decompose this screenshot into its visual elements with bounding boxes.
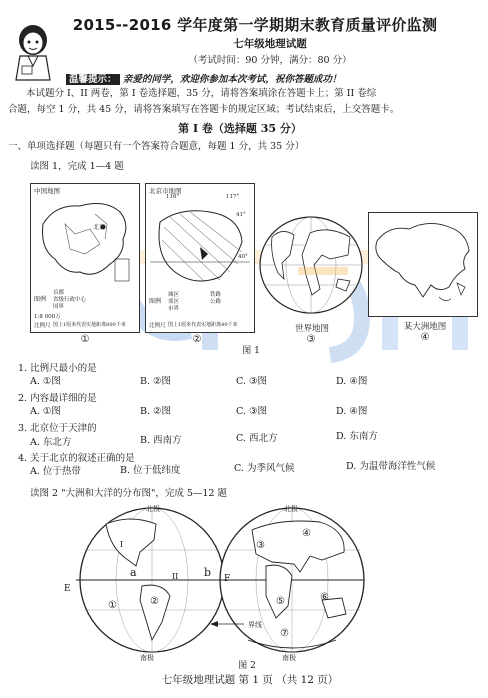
tips-text: 亲爱的同学，欢迎你参加本次考试，祝你答题成功！ (122, 74, 342, 85)
question-stem: 内容最详细的是 (30, 393, 97, 404)
map1-scale: 1:8 000万 (34, 314, 61, 320)
map2-legend-right (210, 292, 221, 306)
map3-caption: 世界地图 (294, 324, 329, 334)
exam-subtitle: 七年级地理试题 (233, 38, 307, 50)
map2-legend-label: 图例 (149, 298, 162, 305)
map1-title: 中国地图 (34, 187, 60, 195)
option: D. ④图 (336, 406, 368, 417)
option: C. ③图 (236, 406, 267, 417)
map4-caption: 某大洲地图 (403, 322, 447, 332)
question-num: 4. (18, 453, 28, 464)
option: B. 西南方 (140, 435, 182, 446)
map1-scale-text: 图上1厘米代表实地距离800千米 (53, 322, 126, 328)
fig2-south-pole-right: 南极 (282, 654, 296, 662)
instructions-line1: 本试题分 I、II 两卷，第 I 卷选择题，35 分，请将答案填涂在答题卡上；第 II 卷综 (26, 88, 377, 99)
fig2-label-b: b (204, 566, 212, 579)
question-4 (18, 450, 135, 464)
instructions-line2: 合题，每空 1 分，共 45 分，请将答案填写在答题卡的规定区域；考试结束后，上交答题卡。 (8, 104, 400, 115)
tips-line (66, 71, 486, 85)
beijing-map-drawing (150, 202, 250, 290)
fig2-label-E: E (64, 584, 71, 594)
world-map-drawing (258, 215, 364, 315)
fig2-south-pole-left: 南极 (140, 654, 154, 662)
question-stem: 关于北京的叙述正确的是 (30, 453, 135, 464)
option: D. ④图 (336, 376, 368, 387)
fig2-label-I: I (120, 540, 124, 549)
option: B. ②图 (140, 406, 172, 417)
map1-legend-label: 图例 (34, 296, 47, 303)
map1-label-beijing: 北京 (93, 224, 106, 231)
map1-legend (53, 290, 86, 311)
tips-label: 温馨提示： (66, 74, 120, 85)
option: D. 为温带海洋性气候 (346, 461, 436, 472)
map3-num: ③ (306, 334, 316, 345)
continent-map-drawing (369, 213, 477, 316)
question-num: 1. (18, 363, 28, 374)
map2-scale-text: 图上1厘米代表实地距离40千米 (168, 322, 238, 328)
china-map-drawing (35, 194, 135, 289)
fig2-num: ② (150, 596, 159, 607)
map2-scale-label: 比例尺 (149, 323, 166, 329)
fig2-num: ③ (256, 540, 265, 551)
figure2-caption: 图 2 (238, 661, 256, 671)
map2-num: ② (192, 334, 202, 345)
exam-meta: （考试时间：90 分钟，满分：80 分） (188, 55, 352, 66)
map4-num: ④ (420, 332, 430, 343)
option: A. 位于热带 (30, 466, 81, 477)
option: A. 东北方 (30, 437, 72, 448)
question-stem: 北京位于天津的 (30, 423, 97, 434)
option: D. 东南方 (336, 431, 378, 442)
page-footer: 七年级地理试题 第 1 页 （共 12 页） (161, 674, 339, 686)
map1-num: ① (80, 334, 90, 345)
map1-legend-item: 省级行政中心 (53, 297, 87, 303)
map1-legend-item: 首都 (53, 290, 65, 296)
fig2-num: ④ (302, 528, 311, 539)
exam-title: 2015--2016 学年度第一学期期末教育质量评价监测 (72, 16, 438, 34)
fig2-legend-arrow: 界线 (248, 621, 262, 629)
fig2-num: ⑦ (280, 628, 289, 639)
map2-legend-item: 铁路 (210, 292, 222, 298)
fig2-label-a: a (130, 566, 137, 579)
fig2-num: ⑥ (320, 592, 329, 603)
map1-scale-label: 比例尺 (34, 323, 51, 329)
fig2-label-II: II (172, 572, 179, 581)
figure1-map4 (368, 212, 478, 317)
map2-label-n1: 41° (236, 212, 246, 218)
question-1 (18, 360, 97, 374)
part-title: 一、单项选择题（每题只有一个答案符合题意，每题 1 分，共 35 分） (8, 141, 305, 152)
section-title: 第 I 卷（选择题 35 分） (178, 122, 302, 135)
map2-legend-item: 城区 (168, 292, 180, 298)
map2-legend-item: 公路 (210, 299, 222, 305)
map2-label-40: 40° (238, 254, 248, 260)
map2-legend-left (168, 292, 179, 313)
option: A. ①图 (30, 406, 61, 417)
map1-legend-item: 国界 (53, 304, 65, 310)
question-stem: 比例尺最小的是 (30, 363, 97, 374)
map2-title: 北京市地图 (149, 187, 182, 195)
option: B. 位于低纬度 (120, 465, 181, 476)
map2-legend-item: 郊区 (168, 299, 180, 305)
fig2-label-F: F (224, 574, 231, 584)
question-num: 2. (18, 393, 28, 404)
option: C. 为季风气候 (234, 463, 295, 474)
option: C. ③图 (236, 376, 267, 387)
question-num: 3. (18, 423, 28, 434)
read-figure2: 读图 2 "大洲和大洋的分布图"，完成 5—12 题 (30, 488, 227, 499)
option: B. ②图 (140, 376, 172, 387)
fig2-north-pole-right: 北极 (284, 505, 298, 513)
figure1-map2 (145, 183, 255, 333)
fig2-num: ⑤ (276, 596, 285, 607)
option: C. 西北方 (236, 433, 278, 444)
question-2 (18, 390, 97, 404)
question-3 (18, 420, 97, 434)
fig2-north-pole-left: 北极 (146, 505, 160, 513)
fig2-num: ① (108, 600, 117, 611)
map2-label-117: 117° (226, 194, 240, 200)
map2-label-116: 116° (166, 194, 180, 200)
figure1-caption: 图 1 (242, 346, 260, 356)
map2-legend-item: 市界 (168, 306, 180, 312)
figure1-map3 (258, 215, 364, 315)
figure2-hemispheres (70, 500, 370, 660)
option: A. ①图 (30, 376, 61, 387)
figure1-map1 (30, 183, 140, 333)
read-figure1: 读图 1，完成 1—4 题 (30, 161, 124, 172)
